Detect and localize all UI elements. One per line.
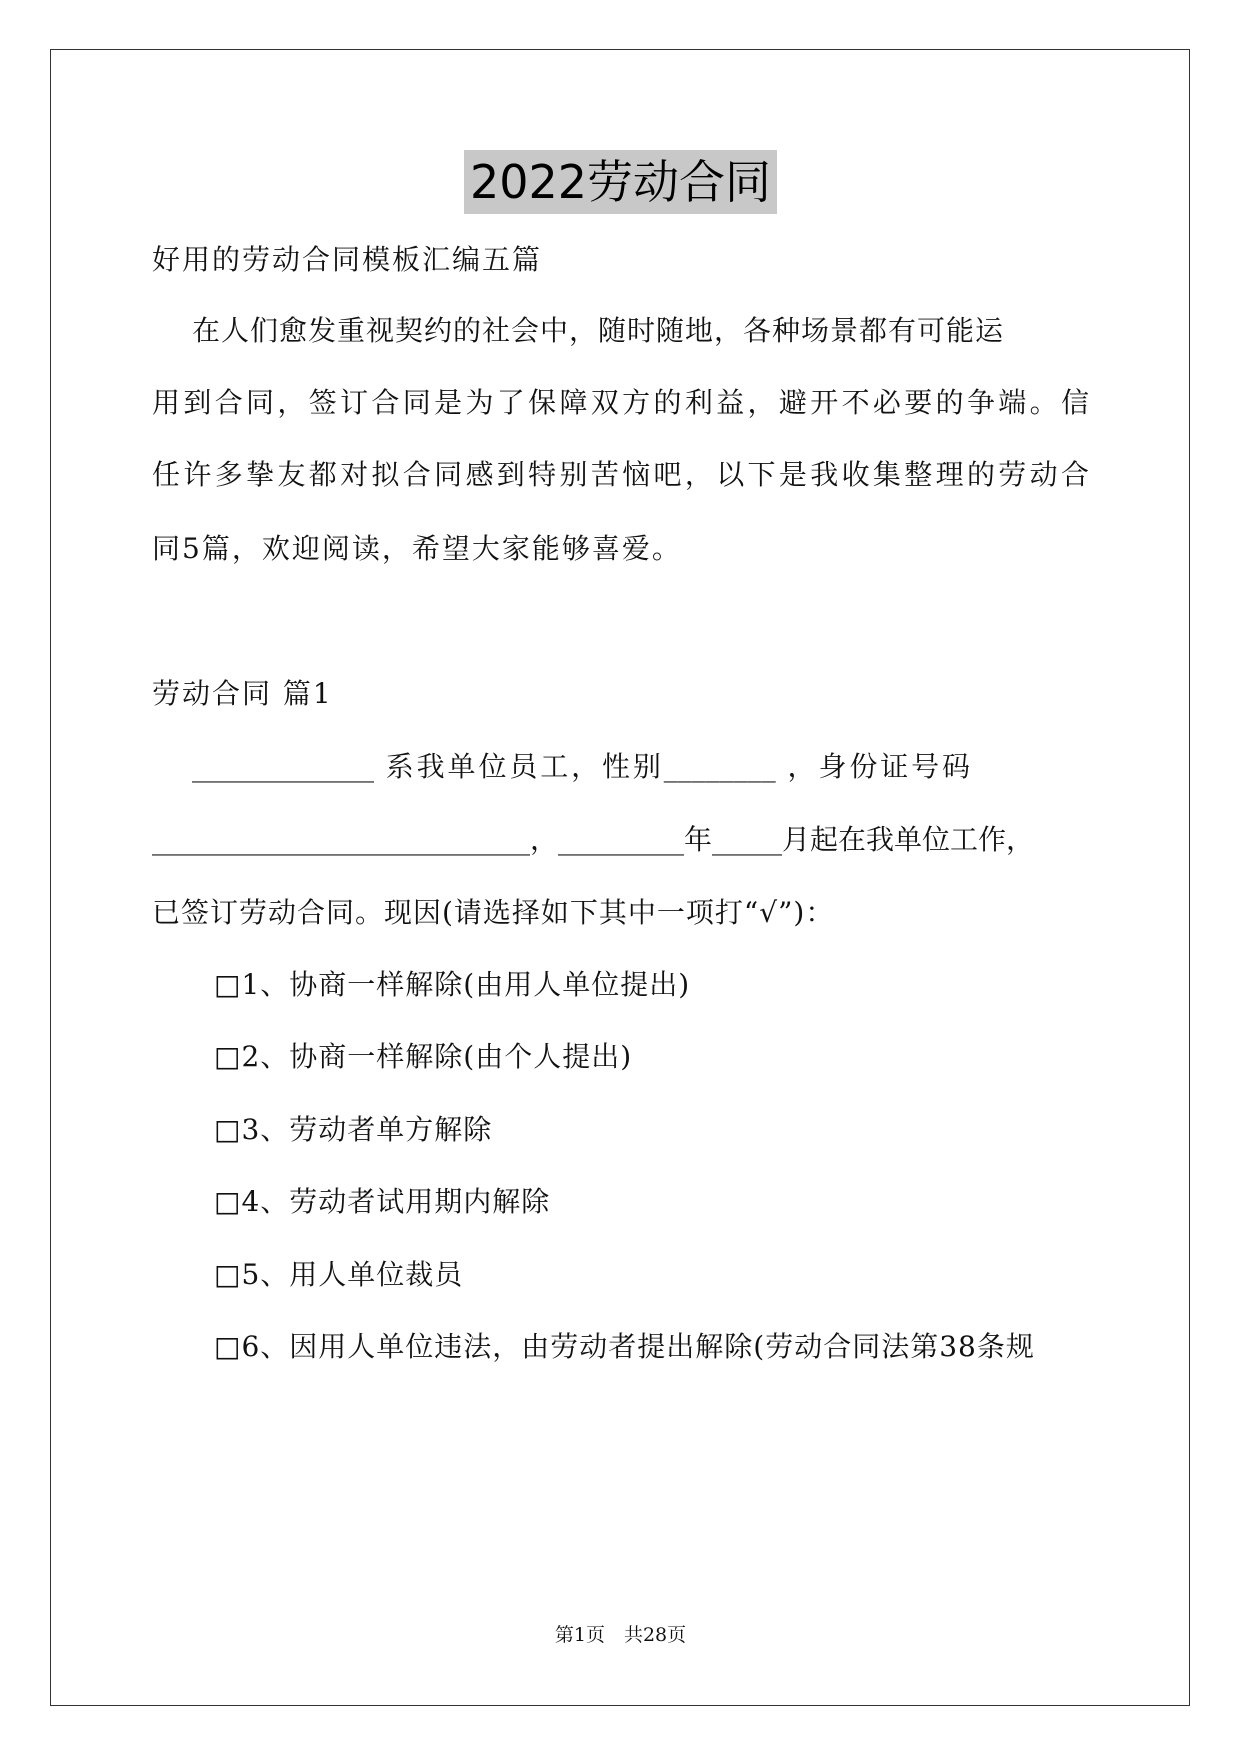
option-6: □6、因用人单位违法，由劳动者提出解除(劳动合同法第38条规	[214, 1330, 1035, 1363]
intro-line-4: 同5篇，欢迎阅读，希望大家能够喜爱。	[152, 532, 682, 565]
page-footer: 第1页 共28页	[554, 1624, 687, 1646]
form-line-2: ___________________________，_________年_____月起在我单位工作，	[152, 823, 1035, 856]
title-container	[0, 150, 1241, 214]
form-line-3: 已签订劳动合同。现因(请选择如下其中一项打“√”)：	[152, 896, 835, 929]
option-2: □2、协商一样解除(由个人提出)	[214, 1040, 633, 1073]
section-heading: 劳动合同 篇1	[152, 677, 333, 710]
form-line-1: _____________ 系我单位员工，性别________ ，身份证号码	[192, 750, 970, 783]
intro-line-1: 在人们愈发重视契约的社会中，随时随地，各种场景都有可能运	[192, 314, 1005, 347]
option-1: □1、协商一样解除(由用人单位提出)	[214, 968, 691, 1001]
intro-line-2: 用到合同，签订合同是为了保障双方的利益，避开不必要的争端。信	[152, 386, 1090, 419]
document-subtitle: 好用的劳动合同模板汇编五篇	[152, 243, 543, 276]
intro-line-3: 任许多挚友都对拟合同感到特别苦恼吧，以下是我收集整理的劳动合	[152, 458, 1090, 491]
document-title: 2022劳动合同	[464, 150, 777, 214]
option-4: □4、劳动者试用期内解除	[214, 1185, 551, 1218]
option-5: □5、用人单位裁员	[214, 1258, 464, 1291]
page-border	[50, 49, 1190, 1706]
option-3: □3、劳动者单方解除	[214, 1113, 493, 1146]
